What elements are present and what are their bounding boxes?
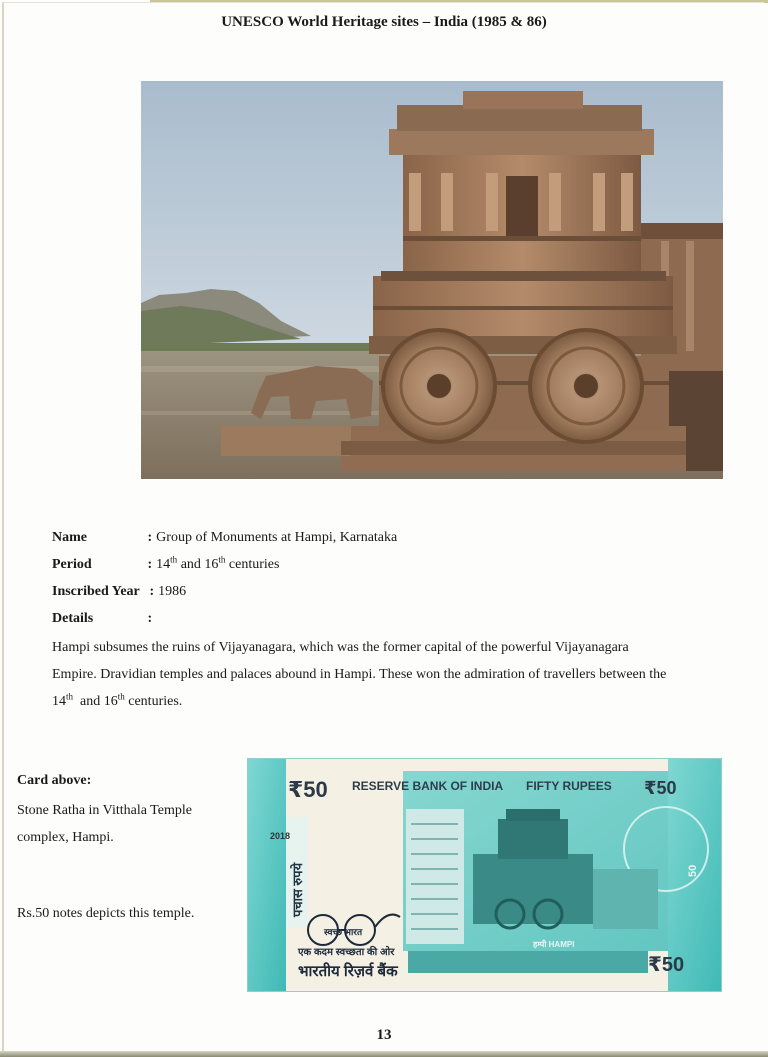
details-num-1: 14 bbox=[52, 694, 66, 709]
year-colon: : bbox=[149, 584, 155, 599]
period-and: and bbox=[180, 557, 201, 572]
note-side-fifty: 50 bbox=[687, 864, 699, 877]
year-value: 1986 bbox=[158, 584, 187, 599]
period-tail: centuries bbox=[228, 557, 280, 572]
fifty-rupee-banknote bbox=[247, 758, 722, 992]
details-line-2: Empire. Dravidian temples and palaces abound in Hampi. These won the admiration of travellers between the bbox=[52, 667, 667, 682]
name-value: Group of Monuments at Hampi, Karnataka bbox=[156, 530, 398, 545]
note-swachh-logo: स्वच्छ भारत bbox=[324, 927, 363, 937]
period-start-num: 14 bbox=[156, 557, 171, 572]
card-caption-line-1: Stone Ratha in Vitthala Temple bbox=[17, 803, 192, 818]
period-end-suffix: th bbox=[218, 554, 226, 565]
info-period-row bbox=[52, 556, 279, 574]
details-label: Details bbox=[52, 611, 94, 626]
year-label: Inscribed Year bbox=[52, 584, 140, 599]
bottom-rule bbox=[0, 1051, 768, 1057]
period-colon: : bbox=[147, 557, 153, 572]
note-denomination-left: ₹50 bbox=[288, 777, 328, 802]
stone-ratha-photo bbox=[141, 81, 723, 479]
info-details-row bbox=[52, 610, 156, 628]
card-caption bbox=[17, 797, 227, 851]
period-label: Period bbox=[52, 557, 92, 572]
note-hampi-label: हम्पी HAMPI bbox=[533, 940, 575, 949]
details-line-1: Hampi subsumes the ruins of Vijayanagara, which was the former capital of the powerful Vijayanagara bbox=[52, 640, 629, 655]
details-num-2: 16 bbox=[103, 694, 118, 709]
note-fifty-rupees: FIFTY RUPEES bbox=[526, 779, 612, 793]
details-suffix-1: th bbox=[66, 691, 74, 702]
banknote-graphic bbox=[248, 759, 722, 992]
details-line-3 bbox=[52, 688, 732, 715]
note-hindi-bank: भारतीय रिज़र्व बैंक bbox=[298, 963, 398, 980]
note-denomination-bottom-right: ₹50 bbox=[648, 954, 685, 976]
note-hindi-vertical: पचास रुपये bbox=[290, 862, 305, 917]
note-denomination-top-right: ₹50 bbox=[644, 778, 677, 798]
note-year: 2018 bbox=[270, 831, 291, 841]
info-year-row bbox=[52, 583, 186, 601]
details-paragraph bbox=[52, 634, 732, 715]
details-and: and bbox=[80, 694, 101, 709]
details-tail: centuries. bbox=[128, 694, 183, 709]
page-title: UNESCO World Heritage sites – India (1985 & 86) bbox=[221, 14, 547, 30]
top-rule bbox=[150, 0, 768, 3]
card-above-heading: Card above: bbox=[17, 773, 92, 788]
period-start-suffix: th bbox=[170, 554, 178, 565]
card-caption-line-2: complex, Hampi. bbox=[17, 830, 114, 845]
details-colon: : bbox=[147, 611, 153, 626]
period-end-num: 16 bbox=[204, 557, 219, 572]
details-suffix-2: th bbox=[117, 691, 125, 702]
info-name-row bbox=[52, 529, 397, 547]
page-number: 13 bbox=[376, 1027, 392, 1043]
name-label: Name bbox=[52, 530, 87, 545]
name-colon: : bbox=[147, 530, 153, 545]
banknote-note: Rs.50 notes depicts this temple. bbox=[17, 906, 195, 921]
note-bank-name: RESERVE BANK OF INDIA bbox=[352, 779, 504, 793]
stone-ratha-illustration bbox=[141, 81, 723, 479]
note-slogan: एक कदम स्वच्छता की ओर bbox=[298, 947, 395, 958]
